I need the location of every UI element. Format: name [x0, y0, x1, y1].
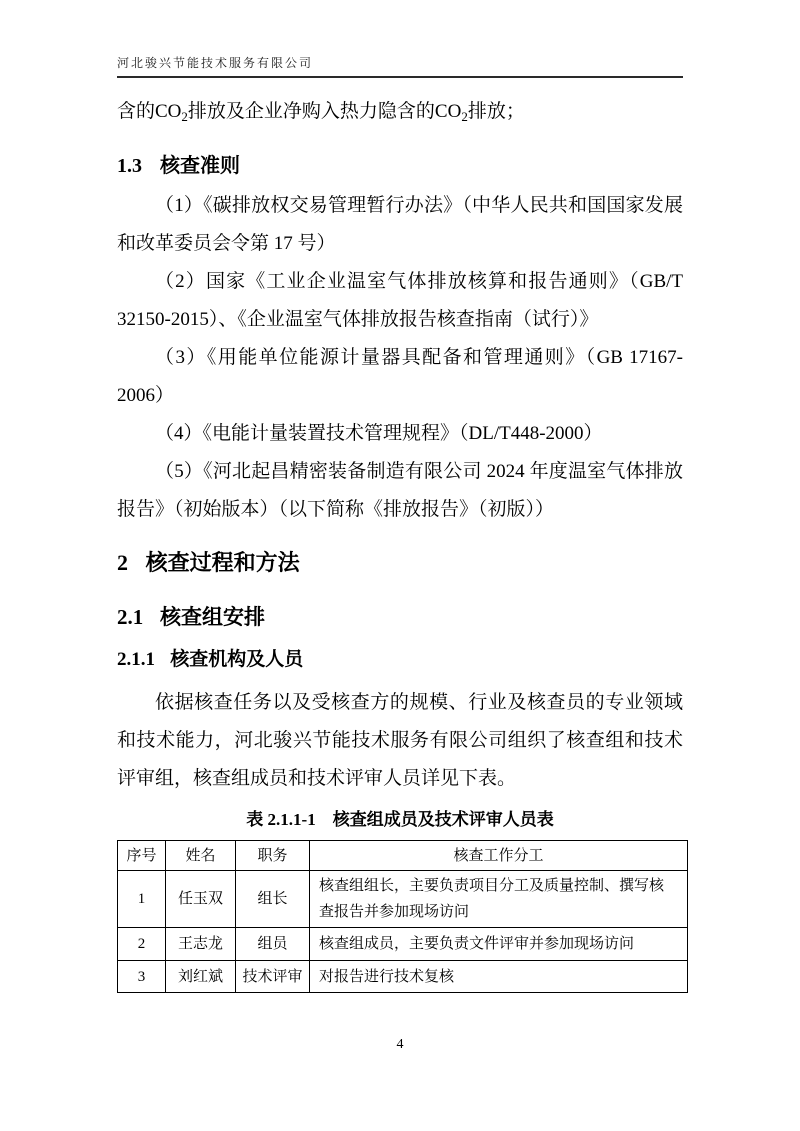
cell-duty: 对报告进行技术复核: [310, 961, 688, 993]
guideline-item-1: （1）《碳排放权交易管理暂行办法》（中华人民共和国国家发展和改革委员会令第 17 号）: [117, 195, 683, 254]
cell-role: 组长: [236, 871, 310, 928]
col-header-duty: 核查工作分工: [310, 841, 688, 871]
col-header-name: 姓名: [166, 841, 236, 871]
cell-role: 组员: [236, 928, 310, 961]
guideline-item-5: （5）《河北起昌精密装备制造有限公司 2024 年度温室气体排放报告》（初始版本）（以下简称《排放报告》（初版））: [117, 461, 683, 520]
table-caption: 表 2.1.1-1 核查组成员及技术评审人员表: [246, 810, 554, 829]
heading-2-1-1: [117, 646, 683, 674]
col-header-role: 职务: [236, 841, 310, 871]
table-row: [118, 961, 688, 993]
members-table: [117, 840, 688, 993]
page-footer: [117, 1037, 683, 1053]
heading-2: [117, 546, 683, 579]
table-row: [118, 871, 688, 928]
guideline-list: [117, 187, 683, 529]
heading-2-title: 核查过程和方法: [145, 550, 300, 575]
cell-role: 技术评审: [236, 961, 310, 993]
heading-1-3-title: 核查准则: [160, 155, 240, 177]
paragraph-team: 依据核查任务以及受核查方的规模、行业及核查员的专业领域和技术能力，河北骏兴节能技术服务有限公司组织了核查组和技术评审组，核查组成员和技术评审人员详见下表。: [117, 692, 683, 789]
heading-2-number: 2: [117, 550, 128, 575]
company-name: 河北骏兴节能技术服务有限公司: [117, 56, 314, 70]
heading-1-3: [117, 152, 683, 181]
co2-subscript-1: 2: [181, 109, 188, 124]
intro-text-3: 排放；: [467, 101, 525, 122]
cell-duty: 核查组成员，主要负责文件评审并参加现场访问: [310, 928, 688, 961]
table-header-row: [118, 841, 688, 871]
cell-name: 刘红斌: [166, 961, 236, 993]
page-number: 4: [396, 1037, 404, 1052]
cell-duty: 核查组组长，主要负责项目分工及质量控制、撰写核查报告并参加现场访问: [310, 871, 688, 928]
heading-2-1-1-title: 核查机构及人员: [170, 649, 304, 670]
cell-name: 任玉双: [166, 871, 236, 928]
guideline-item-4: （4）《电能计量装置技术管理规程》（DL/T448-2000）: [155, 423, 603, 444]
guideline-item-3: （3）《用能单位能源计量器具配备和管理通则》（GB 17167-2006）: [117, 347, 683, 406]
heading-2-1-1-number: 2.1.1: [117, 649, 155, 670]
heading-2-1-number: 2.1: [117, 605, 144, 629]
col-header-no: 序号: [118, 841, 166, 871]
cell-no: 3: [118, 961, 166, 993]
cell-no: 2: [118, 928, 166, 961]
paragraph-intro: [117, 93, 683, 131]
intro-text-2: 排放及企业净购入热力隐含的CO: [187, 101, 462, 122]
heading-2-1-title: 核查组安排: [160, 605, 266, 629]
page-header: [117, 0, 683, 78]
cell-no: 1: [118, 871, 166, 928]
heading-2-1: [117, 602, 683, 633]
heading-1-3-number: 1.3: [117, 155, 142, 177]
page-content: [117, 78, 683, 993]
table-row: [118, 928, 688, 961]
cell-name: 王志龙: [166, 928, 236, 961]
co2-subscript-2: 2: [461, 109, 468, 124]
guideline-item-2: （2）国家《工业企业温室气体排放核算和报告通则》（GB/T 32150-2015）、《企业温室气体排放报告核查指南（试行）》: [117, 271, 683, 330]
intro-text-1: 含的CO: [117, 101, 182, 122]
